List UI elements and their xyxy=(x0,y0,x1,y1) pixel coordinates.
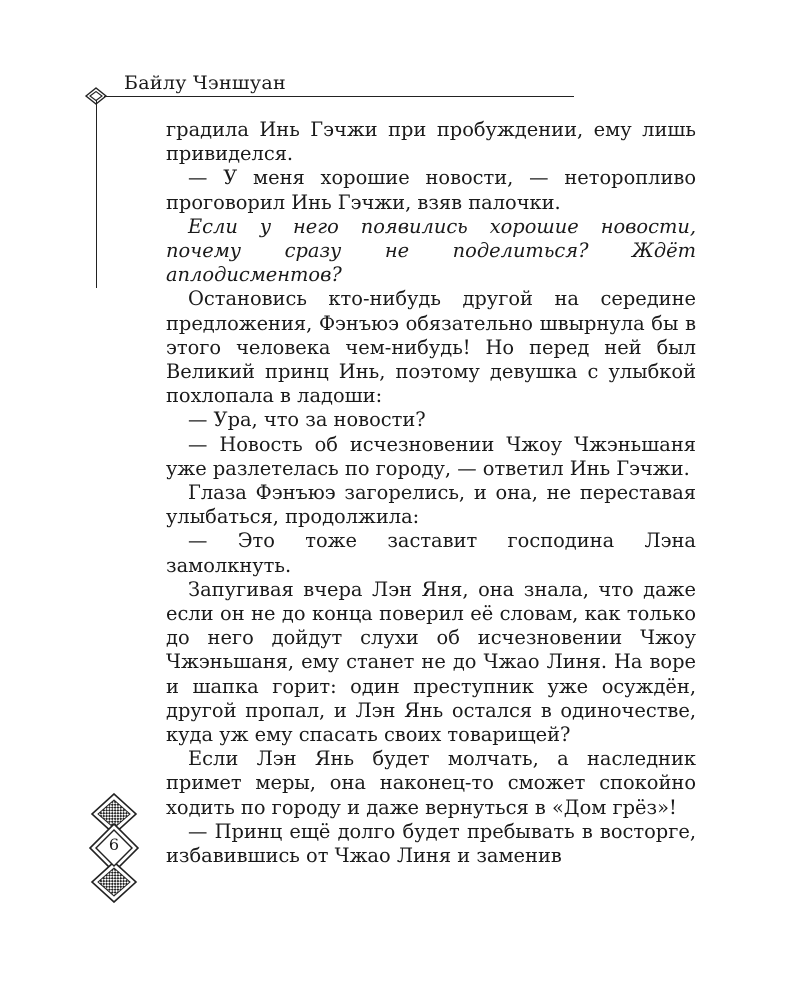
paragraph: — У меня хорошие новости, — неторопливо проговорил Инь Гэчжи, взяв палочки. xyxy=(166,166,696,214)
book-author-title: Байлу Чэншуан xyxy=(124,72,286,94)
page-number: 6 xyxy=(108,835,120,854)
paragraph-thought: Если у него появились хорошие новости, почему сразу не поделиться? Ждёт аплодисментов? xyxy=(166,214,696,287)
paragraph: градила Инь Гэчжи при пробуждении, ему лишь привиделся. xyxy=(166,118,696,166)
paragraph: Глаза Фэнъюэ загорелись, и она, не переставая улыбаться, продолжила: xyxy=(166,481,696,529)
paragraph: — Ура, что за новости? xyxy=(188,408,426,432)
body-text xyxy=(166,118,696,868)
running-header xyxy=(0,0,800,120)
paragraph: Запугивая вчера Лэн Яня, она знала, что даже если он не до конца поверил её словам, как только до него дойдут слухи об исчезновении Чжоу Чжэньшаня, ему станет не до Чжао Линя. На воре и шапка горит: один преступник уже осуждён, другой пропал, и Лэн Янь остался в одиночестве, куда уж ему спасать своих товарищей? xyxy=(166,577,696,747)
paragraph: Остановись кто-нибудь другой на середине предложения, Фэнъюэ обязательно швырнула бы в этого человека чем-нибудь! Но перед ней был Великий принц Инь, поэтому девушка с улыбкой похлопала в ладоши: xyxy=(166,287,696,408)
paragraph: — Новость об исчезновении Чжоу Чжэньшаня уже разлетелась по городу, — ответил Инь Гэчжи. xyxy=(166,432,696,480)
paragraph: Если Лэн Янь будет молчать, а наследник примет меры, она наконец-то сможет спокойно ходить по городу и даже вернуться в «Дом грёз»! xyxy=(166,747,696,819)
paragraph: — Это тоже заставит господина Лэна замолкнуть. xyxy=(166,529,696,577)
margin-rule xyxy=(96,100,97,288)
header-rule xyxy=(104,96,574,97)
paragraph: — Принц ещё долго будет пребывать в восторге, избавившись от Чжао Линя и заменив xyxy=(166,819,696,868)
